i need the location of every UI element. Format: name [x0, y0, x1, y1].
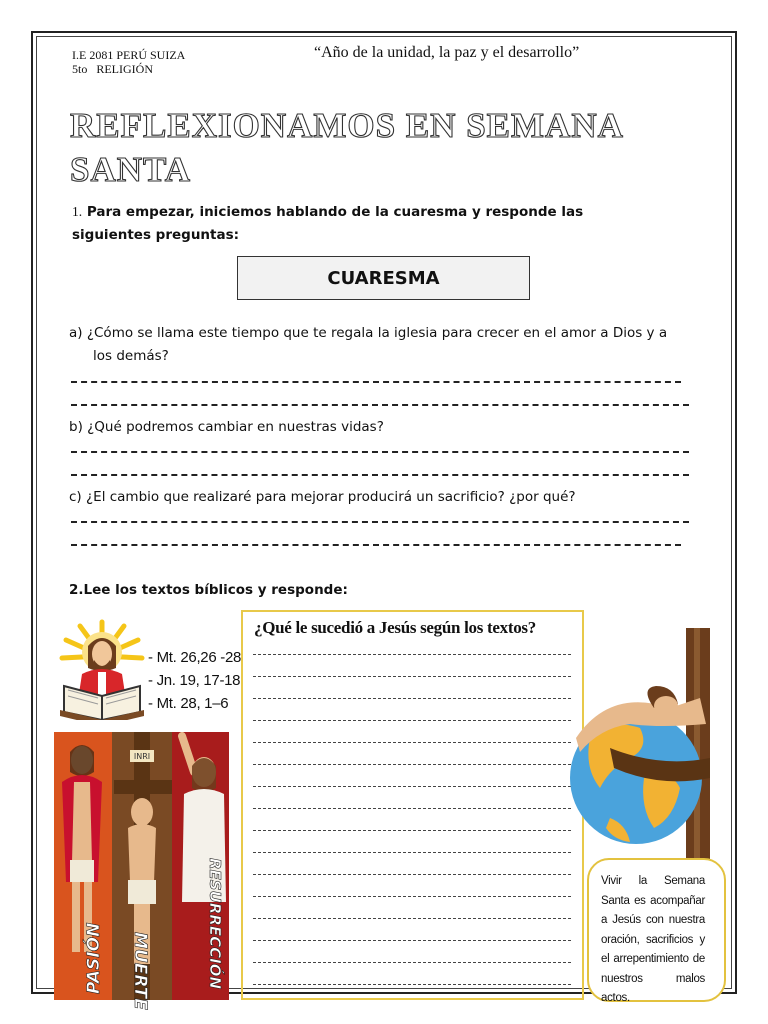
question-b-text: ¿Qué podremos cambiar en nuestras vidas?	[87, 419, 384, 435]
worksheet-title	[70, 104, 670, 192]
answer-line-b1[interactable]	[71, 451, 689, 453]
title-line-2: SANTA	[70, 150, 192, 189]
grade-subject: 5to RELIGIÓN	[72, 62, 153, 76]
answer-box-line[interactable]	[253, 918, 571, 919]
answer-box-line[interactable]	[253, 940, 571, 941]
cuaresma-box	[237, 256, 530, 300]
question-c-letter: c)	[69, 489, 82, 505]
answer-box-line[interactable]	[253, 896, 571, 897]
panel-label-passion: PASIÓN	[84, 922, 104, 994]
answer-box-line[interactable]	[253, 830, 571, 831]
answer-box-line[interactable]	[253, 654, 571, 655]
cuaresma-label: CUARESMA	[327, 267, 440, 289]
question-c-text: ¿El cambio que realizaré para mejorar producirá un sacrificio? ¿por qué?	[86, 489, 576, 505]
section2-instruction: 2.Lee los textos bíblicos y responde:	[69, 582, 348, 598]
question-a-text-cont: los demás?	[93, 348, 169, 364]
answer-box-line[interactable]	[253, 874, 571, 875]
section1-text: Para empezar, iniciemos hablando de la cuaresma y responde las siguientes preguntas:	[72, 204, 584, 243]
answer-line-b2[interactable]	[71, 474, 689, 476]
question-b	[69, 416, 699, 439]
header-left	[72, 48, 185, 76]
jesus-globe-illustration	[570, 628, 720, 868]
title-line-1: REFLEXIONAMOS EN SEMANA	[70, 106, 624, 145]
question-a	[69, 322, 699, 368]
reference-2: - Jn. 19, 17-18	[148, 672, 241, 689]
year-motto: “Año de la unidad, la paz y el desarrollo”	[314, 44, 580, 61]
answer-box-line[interactable]	[253, 852, 571, 853]
answer-line-c2[interactable]	[71, 544, 681, 546]
inri-sign: INRI	[133, 752, 151, 761]
passion-death-resurrection-panels	[54, 732, 229, 1010]
answer-box-line[interactable]	[253, 962, 571, 963]
question-a-text: ¿Cómo se llama este tiempo que te regala la iglesia para crecer en el amor a Dios y a	[86, 325, 668, 341]
reference-3: - Mt. 28, 1–6	[148, 695, 229, 712]
bible-references	[148, 646, 241, 715]
answer-box-line[interactable]	[253, 698, 571, 699]
panel-label-resurrection: RESURRECCIÓN	[206, 858, 224, 990]
school-name: I.E 2081 PERÚ SUIZA	[72, 48, 186, 62]
answer-box	[241, 610, 584, 1000]
answer-box-line[interactable]	[253, 676, 571, 677]
reference-1: - Mt. 26,26 -28	[148, 649, 242, 666]
answer-box-line[interactable]	[253, 984, 571, 985]
question-a-letter: a)	[69, 325, 83, 341]
section1-number: 1.	[72, 204, 83, 219]
answer-line-a1[interactable]	[71, 381, 681, 383]
answer-box-line[interactable]	[253, 808, 571, 809]
answer-box-line[interactable]	[253, 786, 571, 787]
panel-label-death: MUERTE	[130, 932, 150, 1010]
answer-box-line[interactable]	[253, 764, 571, 765]
answer-line-a2[interactable]	[71, 404, 689, 406]
answer-box-line[interactable]	[253, 720, 571, 721]
answer-box-line[interactable]	[253, 742, 571, 743]
question-c	[69, 486, 699, 509]
question-b-letter: b)	[69, 419, 83, 435]
section1-instruction	[72, 200, 662, 247]
reflection-text: Vivir la Semana Santa es acompañar a Jesús con nuestra oración, sacrificios y el arrepentimiento de nuestros malos actos.	[601, 875, 705, 1004]
answer-box-title: ¿Qué le sucedió a Jesús según los textos?	[254, 618, 536, 637]
answer-line-c1[interactable]	[71, 521, 689, 523]
